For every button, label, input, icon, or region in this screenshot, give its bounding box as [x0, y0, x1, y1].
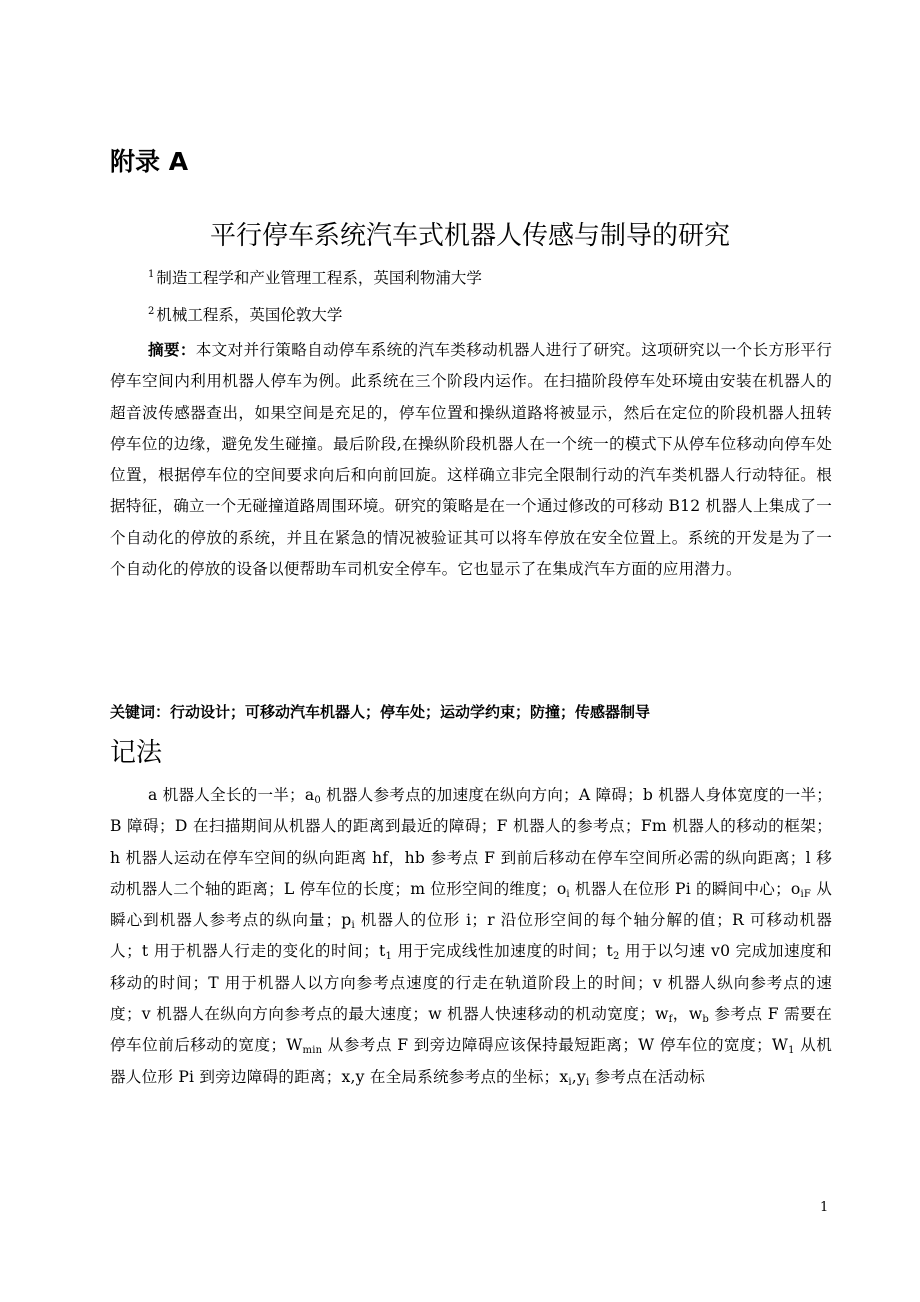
notation-text: 机器人的位形 i；r 沿位形空间的每个轴分解的值；R 可移动机器人；t 用于机器人行走的变化的时间；t	[110, 911, 832, 961]
notation-text: a 机器人全长的一半；a	[148, 786, 315, 804]
abstract-label: 摘要：	[148, 341, 196, 359]
page-number: 1	[820, 1200, 829, 1215]
notation-subscript: f	[668, 1014, 673, 1026]
notation-text: 从参考点 F 到旁边障碍应该保持最短距离；W 停车位的宽度；W	[322, 1036, 789, 1055]
abstract-text: 本文对并行策略自动停车系统的汽车类移动机器人进行了研究。这项研究以一个长方形平行停车空间内利用机器人停车为例。此系统在三个阶段内运作。在扫描阶段停车处环境由安装在机器人的超音波传感器查出，如果空间是充足的，停车位置和操纵道路将被显示，然后在定位的阶段机器人扭转停车位的边缘，避免发生碰撞。最后阶段,在操纵阶段机器人在一个统一的模式下从停车位移动向停车处位置，根据停车位的空间要求向后和向前回旋。这样确立非完全限制行动的汽车类机器人行动特征。根据特征，确立一个无碰撞道路周围环境。研究的策略是在一个通过修改的可移动 B12 机器人上集成了一个自动化的停放的系统，并且在紧急的情况被验证其可以将车停放在安全位置上。系统的开发是为了一个自动化的停放的设备以便帮助车司机安全停车。它也显示了在集成汽车方面的应用潜力。	[110, 341, 832, 579]
paper-title: 平行停车系统汽车式机器人传感与制导的研究	[209, 221, 730, 251]
appendix-heading: 附录 A	[110, 147, 189, 176]
notation-text: 从机器人位形 Pi 到旁边障碍的距离；x,y 在全局系统参考点的坐标；x	[110, 1036, 832, 1086]
notation-subscript: i	[351, 920, 355, 932]
notation-subscript: 1	[385, 951, 393, 963]
notation-subscript: 0	[314, 795, 321, 806]
keywords-line: 关键词：行动设计；可移动汽车机器人；停车处；运动学约束；防撞；传感器制导	[110, 703, 651, 721]
notation-text: 用于以匀速 v0 完成加速度和移动的时间；T 用于机器人以方向参考点速度的行走在轨道阶段上的时间；v 机器人纵向参考点的速度；v 机器人在纵向方向参考点的最大速度；w 机器人快速移动的机动宽度；w	[110, 942, 832, 1024]
notation-text: 机器人参考点的加速度在纵向方向；A 障碍；b 机器人身体宽度的一半；B 障碍；D 在扫描期间从机器人的距离到最近的障碍；F 机器人的参考点；Fm 机器人的移动的框架；h 机器人运动在停车空间的纵向距离 hf，hb 参考点 F 到前后移动在停车空间所必需的纵向距离；l 移动机器人二个轴的距离；L 停车位的长度；m 位形空间的维度；o	[110, 786, 832, 898]
notation-text: 参考点 F 需要在停车位前后移动的宽度；W	[110, 1005, 833, 1055]
notation-text: 用于完成线性加速度的时间；t	[392, 942, 614, 961]
notation-subscript: iF	[800, 888, 812, 900]
notation-text: 从瞬心到机器人参考点的纵向量；p	[110, 879, 832, 930]
notation-text: ,y	[571, 1067, 586, 1086]
affiliation-1-text: 制造工程学和产业管理工程系，英国利物浦大学	[156, 269, 482, 287]
affiliation-1	[148, 263, 482, 290]
notation-subscript: i	[566, 888, 570, 900]
notation-subscript: i	[568, 1076, 572, 1088]
notation-text: 机器人在位形 Pi 的瞬间中心；o	[569, 879, 801, 898]
notation-paragraph	[110, 780, 832, 1093]
notation-text: 参考点在活动标	[589, 1067, 706, 1086]
notation-subscript: 2	[613, 951, 620, 963]
notation-subscript: min	[302, 1045, 323, 1057]
affiliation-2-mark: 2	[148, 306, 155, 317]
notation-subscript: b	[702, 1014, 709, 1026]
affiliation-2-text: 机械工程系，英国伦敦大学	[156, 306, 343, 324]
notation-subscript: 1	[788, 1045, 795, 1057]
notation-text: ，w	[672, 1005, 703, 1024]
affiliation-2	[148, 300, 342, 327]
abstract-paragraph	[110, 335, 832, 585]
notation-subscript: i	[585, 1076, 590, 1088]
notation-heading: 记法	[110, 738, 163, 768]
affiliation-1-mark: 1	[148, 269, 155, 280]
